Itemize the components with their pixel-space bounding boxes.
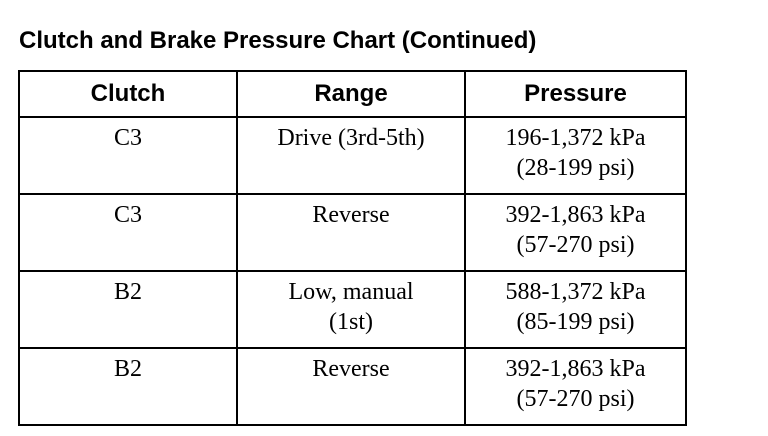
range-line: Reverse [312, 202, 390, 228]
clutch-value: B2 [113, 356, 142, 382]
clutch-cell [19, 117, 237, 194]
header-range: Range [237, 71, 465, 117]
pressure-cell [465, 271, 686, 348]
range-cell [237, 117, 465, 194]
range-cell [237, 271, 465, 348]
range-line: Drive (3rd-5th) [277, 125, 425, 151]
chart-title: Clutch and Brake Pressure Chart (Continued) [19, 27, 537, 54]
pressure-psi: (57-270 psi) [516, 386, 635, 412]
header-pressure: Pressure [465, 71, 686, 117]
table-row [19, 117, 686, 194]
range-line: (1st) [329, 309, 373, 335]
range-cell [237, 348, 465, 425]
clutch-cell [19, 271, 237, 348]
clutch-value: C3 [113, 202, 142, 228]
pressure-psi: (85-199 psi) [516, 309, 635, 335]
clutch-cell [19, 348, 237, 425]
clutch-cell [19, 194, 237, 271]
pressure-cell [465, 117, 686, 194]
pressure-psi: (28-199 psi) [516, 155, 635, 181]
range-line: Reverse [312, 356, 390, 382]
pressure-psi: (57-270 psi) [516, 232, 635, 258]
header-row [19, 71, 686, 117]
pressure-cell [465, 348, 686, 425]
table-row [19, 194, 686, 271]
pressure-kpa: 392-1,863 kPa [505, 202, 646, 228]
pressure-kpa: 392-1,863 kPa [505, 356, 646, 382]
range-line: Low, manual [288, 279, 414, 305]
pressure-cell [465, 194, 686, 271]
header-clutch: Clutch [19, 71, 237, 117]
pressure-kpa: 588-1,372 kPa [505, 279, 646, 305]
clutch-value: B2 [113, 279, 142, 305]
pressure-kpa: 196-1,372 kPa [505, 125, 646, 151]
clutch-value: C3 [113, 125, 142, 151]
range-cell [237, 194, 465, 271]
table-row [19, 348, 686, 425]
table-row [19, 271, 686, 348]
pressure-table [18, 70, 687, 426]
